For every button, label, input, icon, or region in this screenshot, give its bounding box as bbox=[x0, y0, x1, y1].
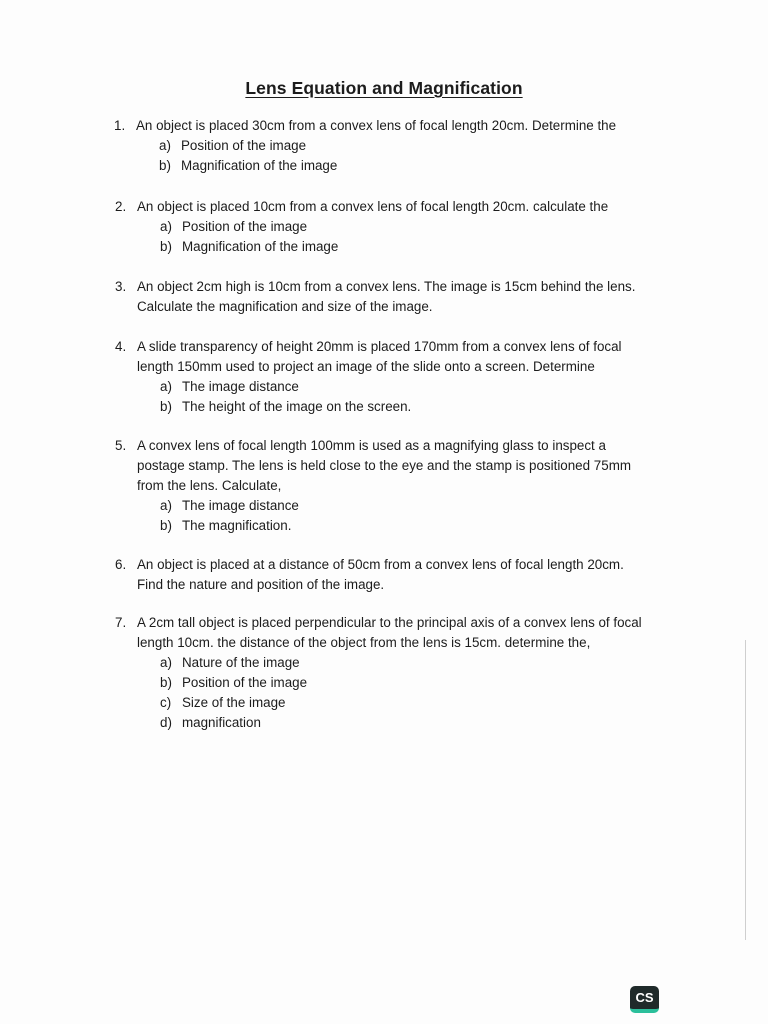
sub-question-letter: b) bbox=[160, 239, 172, 254]
question-text-line: A convex lens of focal length 100mm is used as a magnifying glass to inspect a bbox=[137, 438, 606, 453]
sub-question bbox=[137, 673, 695, 693]
question-7 bbox=[115, 613, 695, 733]
sub-question-list bbox=[137, 653, 695, 733]
page-edge-divider bbox=[745, 640, 746, 940]
sub-question-letter: b) bbox=[160, 518, 172, 533]
question-1 bbox=[114, 116, 674, 176]
sub-question-letter: d) bbox=[160, 715, 172, 730]
sub-question-letter: a) bbox=[160, 379, 172, 394]
sub-question-letter: a) bbox=[159, 138, 171, 153]
sub-question bbox=[137, 516, 685, 536]
sub-question bbox=[136, 156, 674, 176]
question-text-line: postage stamp. The lens is held close to the eye and the stamp is positioned 75mm bbox=[137, 458, 632, 473]
sub-question-text: Nature of the image bbox=[182, 655, 300, 670]
sub-question-letter: b) bbox=[160, 399, 172, 414]
sub-question bbox=[137, 496, 685, 516]
sub-question-letter: a) bbox=[160, 655, 172, 670]
sub-question bbox=[137, 237, 675, 257]
sub-question-list bbox=[137, 377, 685, 417]
sub-question bbox=[137, 397, 685, 417]
page-title: Lens Equation and Magnification bbox=[245, 78, 523, 98]
question-text-line: A 2cm tall object is placed perpendicular to the principal axis of a convex lens of focal bbox=[137, 615, 642, 630]
question-text-line: An object is placed at a distance of 50cm from a convex lens of focal length 20cm. bbox=[137, 557, 624, 572]
sub-question-text: The magnification. bbox=[182, 518, 292, 533]
sub-question-letter: b) bbox=[159, 158, 171, 173]
question-body bbox=[137, 555, 685, 595]
sub-question bbox=[137, 693, 695, 713]
question-text-line: An object 2cm high is 10cm from a convex lens. The image is 15cm behind the lens. bbox=[137, 279, 636, 294]
sub-question-letter: c) bbox=[160, 695, 172, 710]
camscanner-logo: CS bbox=[630, 986, 659, 1013]
question-body bbox=[137, 197, 675, 257]
question-text-line: Find the nature and position of the image. bbox=[137, 577, 385, 592]
question-number: 1. bbox=[114, 118, 126, 133]
sub-question-text: Magnification of the image bbox=[182, 239, 339, 254]
question-body bbox=[137, 337, 685, 417]
sub-question-text: Size of the image bbox=[182, 695, 286, 710]
question-5 bbox=[115, 436, 685, 536]
sub-question bbox=[137, 653, 695, 673]
sub-question-text: Position of the image bbox=[182, 219, 308, 234]
question-2 bbox=[115, 197, 675, 257]
question-text-line: length 10cm. the distance of the object from the lens is 15cm. determine the, bbox=[137, 635, 591, 650]
question-number: 4. bbox=[115, 339, 127, 354]
sub-question bbox=[137, 217, 675, 237]
sub-question-text: Position of the image bbox=[182, 675, 308, 690]
sub-question bbox=[136, 136, 674, 156]
question-body bbox=[137, 436, 685, 536]
question-text-line: A slide transparency of height 20mm is placed 170mm from a convex lens of focal bbox=[137, 339, 622, 354]
question-body bbox=[137, 277, 685, 317]
sub-question-list bbox=[137, 217, 675, 257]
question-3 bbox=[115, 277, 685, 317]
sub-question-list bbox=[137, 496, 685, 536]
question-number: 6. bbox=[115, 557, 127, 572]
question-number: 2. bbox=[115, 199, 127, 214]
sub-question-text: magnification bbox=[182, 715, 261, 730]
question-number: 3. bbox=[115, 279, 127, 294]
sub-question-letter: a) bbox=[160, 498, 172, 513]
sub-question bbox=[137, 713, 695, 733]
question-text-line: length 150mm used to project an image of the slide onto a screen. Determine bbox=[137, 359, 595, 374]
sub-question bbox=[137, 377, 685, 397]
question-number: 5. bbox=[115, 438, 127, 453]
sub-question-text: Magnification of the image bbox=[181, 158, 338, 173]
sub-question-text: The image distance bbox=[182, 498, 299, 513]
sub-question-letter: b) bbox=[160, 675, 172, 690]
sub-question-letter: a) bbox=[160, 219, 172, 234]
question-text-line: An object is placed 10cm from a convex lens of focal length 20cm. calculate the bbox=[137, 199, 609, 214]
question-text-line: Calculate the magnification and size of the image. bbox=[137, 299, 433, 314]
question-text-line: An object is placed 30cm from a convex lens of focal length 20cm. Determine the bbox=[136, 118, 617, 133]
question-body bbox=[137, 613, 695, 733]
sub-question-text: The height of the image on the screen. bbox=[182, 399, 412, 414]
sub-question-list bbox=[136, 136, 674, 176]
sub-question-text: The image distance bbox=[182, 379, 299, 394]
question-6 bbox=[115, 555, 685, 595]
question-number: 7. bbox=[115, 615, 127, 630]
sub-question-text: Position of the image bbox=[181, 138, 307, 153]
question-4 bbox=[115, 337, 685, 417]
question-text-line: from the lens. Calculate, bbox=[137, 478, 282, 493]
question-body bbox=[136, 116, 674, 176]
